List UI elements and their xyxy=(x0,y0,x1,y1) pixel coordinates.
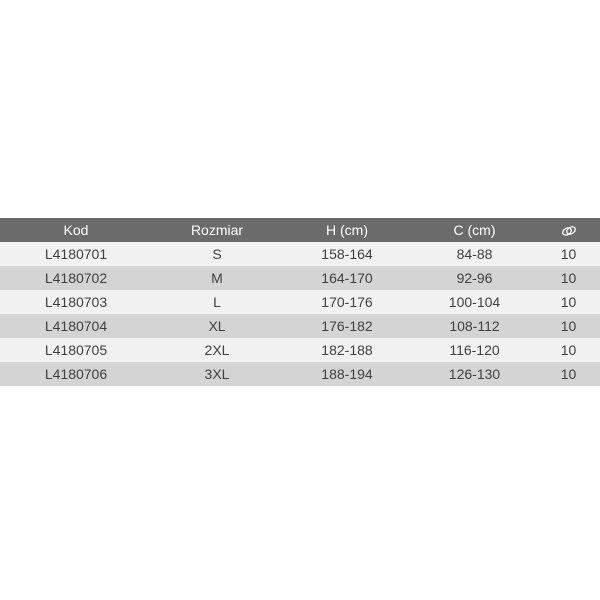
cell-h: 170-176 xyxy=(282,290,412,314)
cell-h: 176-182 xyxy=(282,314,412,338)
cell-c: 84-88 xyxy=(412,242,537,266)
size-table xyxy=(0,218,600,386)
cell-c: 126-130 xyxy=(412,362,537,386)
cell-rozmiar: 2XL xyxy=(152,338,282,362)
table-row xyxy=(0,242,600,266)
table-row xyxy=(0,314,600,338)
cell-qty: 10 xyxy=(537,290,600,314)
cell-h: 164-170 xyxy=(282,266,412,290)
table-header xyxy=(0,218,600,242)
table-row xyxy=(0,362,600,386)
header-quantity xyxy=(537,218,600,242)
cell-qty: 10 xyxy=(537,314,600,338)
cell-rozmiar: S xyxy=(152,242,282,266)
cell-qty: 10 xyxy=(537,266,600,290)
cell-h: 158-164 xyxy=(282,242,412,266)
header-rozmiar: Rozmiar xyxy=(152,218,282,242)
cell-h: 182-188 xyxy=(282,338,412,362)
table-row xyxy=(0,338,600,362)
table-row xyxy=(0,266,600,290)
cell-qty: 10 xyxy=(537,362,600,386)
cell-kod: L4180705 xyxy=(0,338,152,362)
pack-quantity-icon xyxy=(561,225,577,237)
cell-c: 100-104 xyxy=(412,290,537,314)
header-row xyxy=(0,218,600,242)
cell-kod: L4180704 xyxy=(0,314,152,338)
cell-rozmiar: M xyxy=(152,266,282,290)
table-row xyxy=(0,290,600,314)
cell-rozmiar: L xyxy=(152,290,282,314)
cell-qty: 10 xyxy=(537,242,600,266)
cell-rozmiar: XL xyxy=(152,314,282,338)
cell-rozmiar: 3XL xyxy=(152,362,282,386)
cell-c: 92-96 xyxy=(412,266,537,290)
header-h: H (cm) xyxy=(282,218,412,242)
table-body xyxy=(0,242,600,386)
header-c: C (cm) xyxy=(412,218,537,242)
cell-h: 188-194 xyxy=(282,362,412,386)
cell-kod: L4180702 xyxy=(0,266,152,290)
cell-qty: 10 xyxy=(537,338,600,362)
cell-c: 108-112 xyxy=(412,314,537,338)
cell-kod: L4180701 xyxy=(0,242,152,266)
cell-kod: L4180703 xyxy=(0,290,152,314)
cell-kod: L4180706 xyxy=(0,362,152,386)
cell-c: 116-120 xyxy=(412,338,537,362)
header-kod: Kod xyxy=(0,218,152,242)
